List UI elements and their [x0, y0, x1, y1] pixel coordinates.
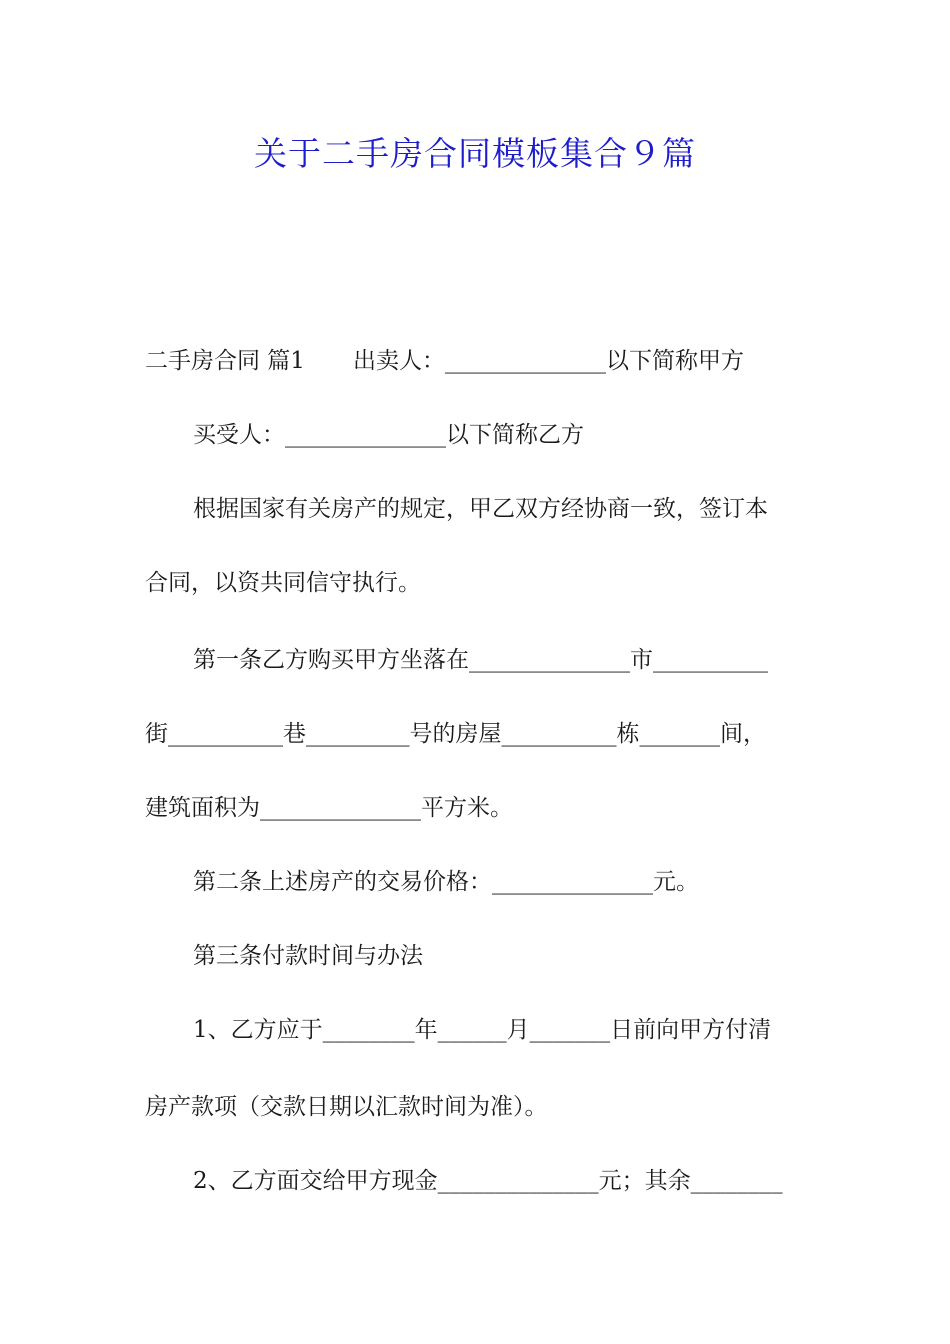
payment-item-1: 房产款项（交款日期以汇款时间为准）。 — [145, 1094, 548, 1120]
document-title: 关于二手房合同模板集合９篇 — [254, 134, 696, 173]
clause-2-line: 第二条上述房产的交易价格：______________元。 — [193, 869, 699, 895]
clause-1-line: 建筑面积为______________平方米。 — [145, 795, 513, 821]
payment-item-2: 2、乙方面交给甲方现金______________元；其余________ — [193, 1168, 783, 1194]
seller-line: 出卖人：______________以下简称甲方 — [352, 348, 744, 374]
section-heading: 二手房合同 篇1 — [145, 348, 305, 374]
first-line — [145, 346, 810, 376]
payment-item-1: 1、乙方应于________年______月_______日前向甲方付清 — [193, 1017, 772, 1043]
clause-1-line: 第一条乙方购买甲方坐落在______________市__________ — [193, 647, 768, 673]
clause-3-heading: 第三条付款时间与办法 — [193, 943, 423, 969]
paragraph-line: 根据国家有关房产的规定，甲乙双方经协商一致，签订本 — [193, 496, 768, 522]
buyer-line: 买受人：______________以下简称乙方 — [193, 422, 584, 448]
paragraph-line: 合同，以资共同信守执行。 — [145, 570, 421, 596]
clause-1-line: 街__________巷_________号的房屋__________栋_______间， — [145, 721, 766, 747]
